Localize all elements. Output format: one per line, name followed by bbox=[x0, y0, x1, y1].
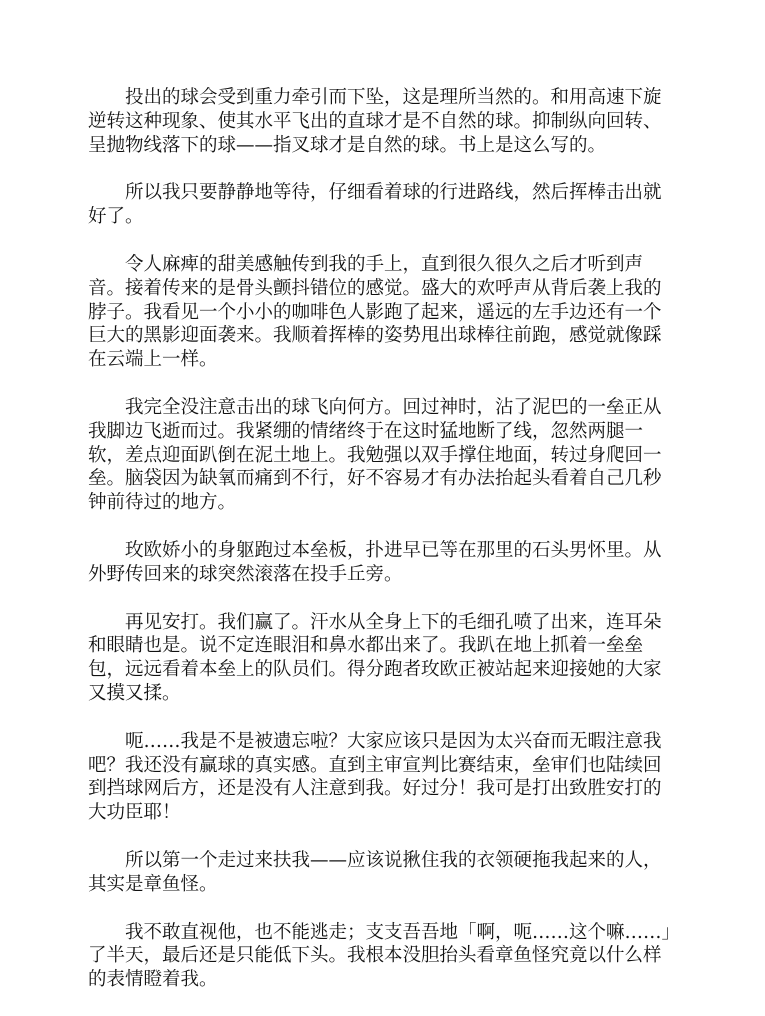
paragraph-4: 我完全没注意击出的球飞向何方。回过神时，沾了泥巴的一垒正从我脚边飞逝而过。我紧绷的情绪终于在这时猛地断了线，忽然两腿一软，差点迎面趴倒在泥土地上。我勉强以双手撑住地面，转过身爬回一垒。脑袋因为缺氧而痛到不行，好不容易才有办法抬起头看着自己几秒钟前待过的地方。 bbox=[88, 396, 662, 514]
paragraph-1: 投出的球会受到重力牵引而下坠，这是理所当然的。和用高速下旋逆转这种现象、使其水平飞出的直球才是不自然的球。抑制纵向回转、呈抛物线落下的球——指叉球才是自然的球。书上是这么写的。 bbox=[88, 87, 662, 156]
paragraph-9: 我不敢直视他，也不能逃走；支支吾吾地「啊，呃……这个嘛……」了半天，最后还是只能低下头。我根本没胆抬头看章鱼怪究竟以什么样的表情瞪着我。 bbox=[88, 921, 671, 991]
paragraph-3: 令人麻痺的甜美感触传到我的手上，直到很久很久之后才听到声音。接着传来的是骨头颤抖错位的感觉。盛大的欢呼声从背后袭上我的脖子。我看见一个小小的咖啡色人影跑了起来，遥远的左手边还有一个巨大的黑影迎面袭来。我顺着挥棒的姿势甩出球棒往前跑，感觉就像踩在云端上一样。 bbox=[88, 253, 662, 371]
paragraph-2: 所以我只要静静地等待，仔细看着球的行进路线，然后挥棒击出就好了。 bbox=[88, 182, 662, 228]
paragraph-8: 所以第一个走过来扶我——应该说揪住我的衣领硬拖我起来的人，其实是章鱼怪。 bbox=[88, 849, 662, 895]
paragraph-6: 再见安打。我们赢了。汗水从全身上下的毛细孔喷了出来，连耳朵和眼睛也是。说不定连眼泪和鼻水都出来了。我趴在地上抓着一垒垒包，远远看着本垒上的队员们。得分跑者玫欧正被站起来迎接她的大家又摸又揉。 bbox=[88, 611, 662, 704]
paragraph-5: 玫欧娇小的身躯跑过本垒板，扑进早已等在那里的石头男怀里。从外野传回来的球突然滚落在投手丘旁。 bbox=[88, 539, 662, 585]
paragraph-7: 呃……我是不是被遗忘啦？大家应该只是因为太兴奋而无暇注意我吧？我还没有赢球的真实感。直到主审宣判比赛结束，垒审们也陆续回到挡球网后方，还是没有人注意到我。好过分！我可是打出致胜安打的大功臣耶！ bbox=[88, 730, 662, 824]
document-body bbox=[88, 86, 678, 1016]
